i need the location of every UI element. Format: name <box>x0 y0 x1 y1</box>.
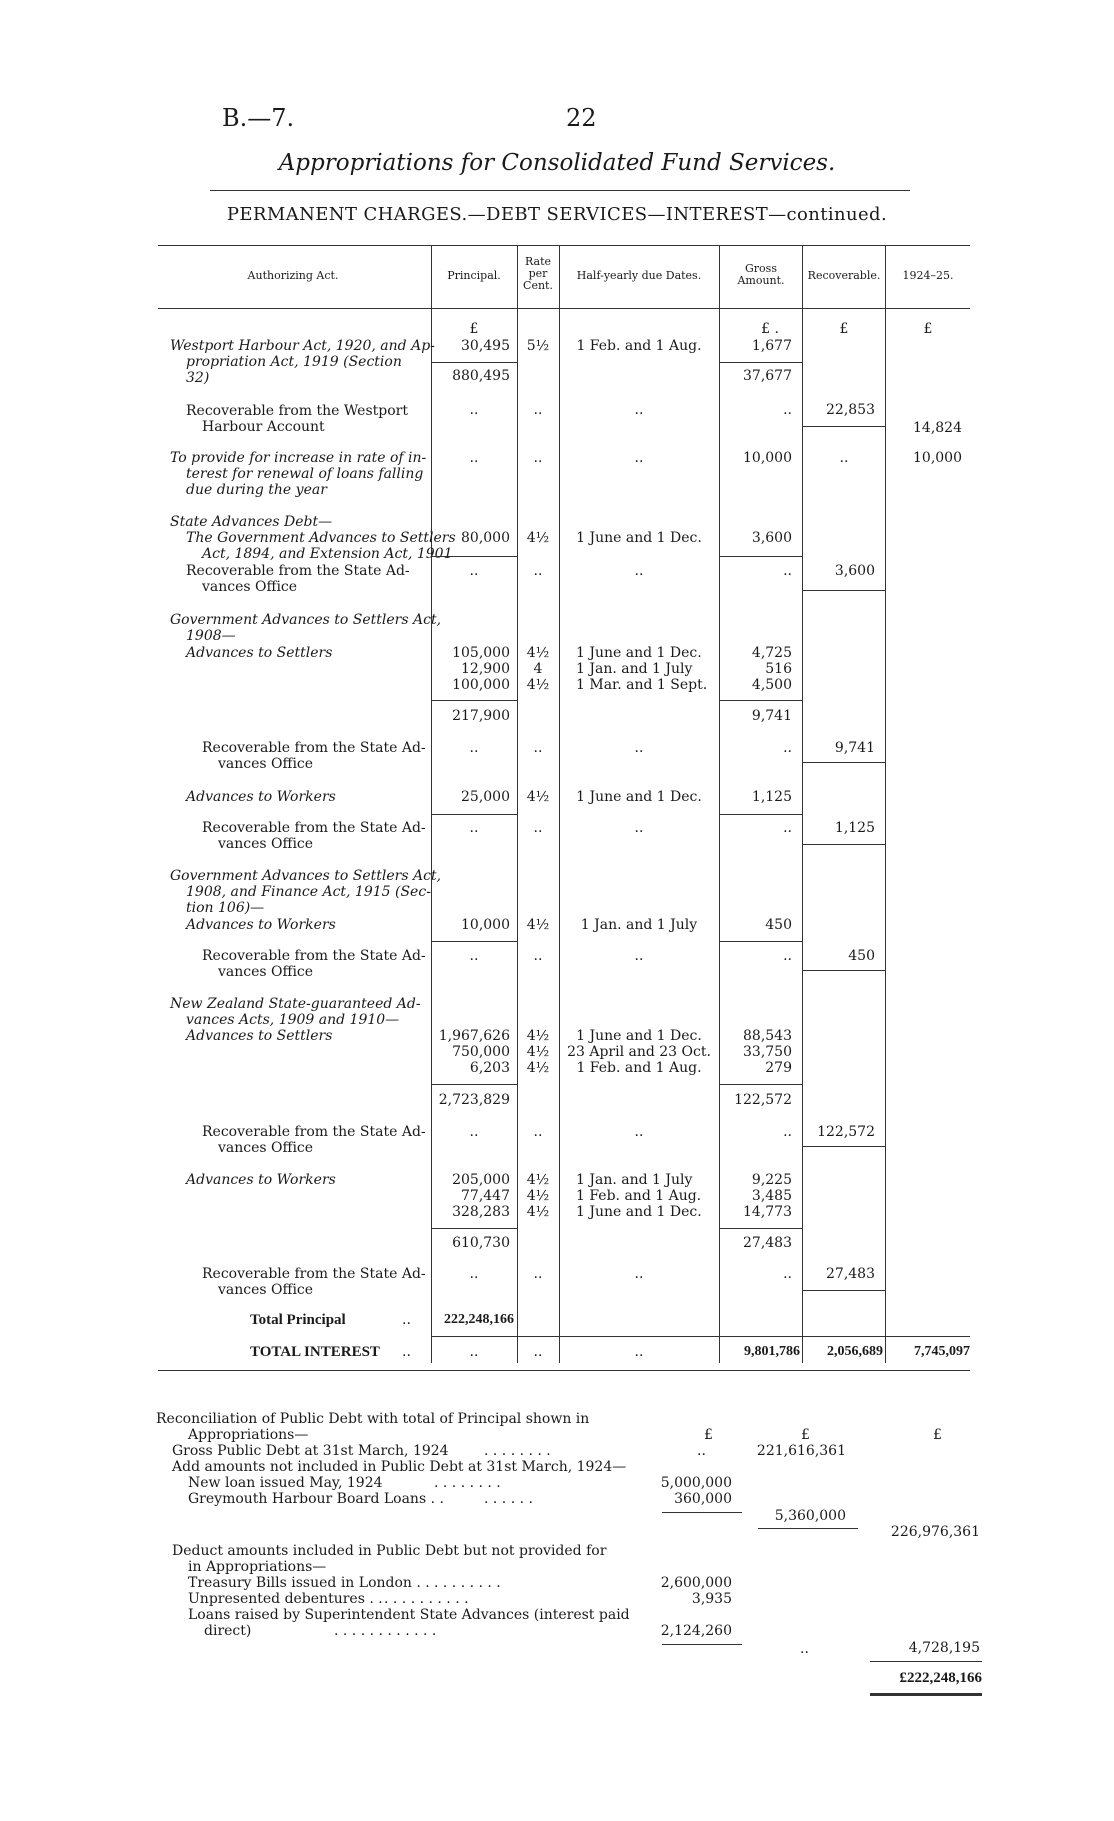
deduct-heading-line2: in Appropriations— <box>188 1559 327 1575</box>
principal-westport: 30,495 <box>461 338 510 354</box>
column-header-dates: Half-yearly due Dates. <box>576 269 702 282</box>
unpresented-debentures-value: 3,935 <box>691 1591 732 1607</box>
principal-nzsg-2: 750,000 <box>452 1044 510 1060</box>
deduct-heading-line1: Deduct amounts included in Public Debt but not provided for <box>172 1543 607 1559</box>
new-loan-value: 5,000,000 <box>660 1475 732 1491</box>
rate-nzsg-workers-3: 4½ <box>526 1204 550 1220</box>
subtotal-rule <box>803 1146 885 1147</box>
dates-westport: 1 Feb. and 1 Aug. <box>576 338 702 354</box>
title-rule <box>210 190 910 191</box>
dots: .. <box>533 820 543 836</box>
act-state-advances-line1: The Government Advances to Settlers <box>186 530 456 546</box>
reconciliation-subtotal: 226,976,361 <box>890 1524 980 1540</box>
leader-dots: . . . . . . . . <box>484 1443 551 1459</box>
unit-year: £ <box>923 321 933 337</box>
gross-nzsg-workers-2: 3,485 <box>751 1188 792 1204</box>
gross-westport-total: 37,677 <box>743 368 792 384</box>
deduct-total: 4,728,195 <box>908 1640 980 1656</box>
principal-gas1908-1: 105,000 <box>452 645 510 661</box>
dots: .. <box>469 820 479 836</box>
subtotal-rule <box>803 590 885 591</box>
subtotal-rule <box>432 700 517 701</box>
column-header-rate: Rate per Cent. <box>523 255 553 292</box>
principal-workers1908: 25,000 <box>461 789 510 805</box>
principal-nzsg-1: 1,967,626 <box>438 1028 510 1044</box>
section-gas-1908-line1: Government Advances to Settlers Act, <box>170 612 442 628</box>
rate-nzsg-2: 4½ <box>526 1044 550 1060</box>
gross-westport: 1,677 <box>751 338 792 354</box>
net-increase: 10,000 <box>913 450 962 466</box>
dots: .. <box>634 563 644 579</box>
unit-principal: £ <box>469 321 479 337</box>
principal-nzsg-workers-3: 328,283 <box>452 1204 510 1220</box>
document-reference: B.—7. <box>222 104 295 132</box>
dots: .. <box>469 402 479 418</box>
subtotal-rule <box>720 362 802 363</box>
dots: .. <box>634 402 644 418</box>
section-gas-1915-line1: Government Advances to Settlers Act, <box>170 868 442 884</box>
recoverable-state-advances: 3,600 <box>834 563 875 579</box>
reconciliation-heading-line1: Reconciliation of Public Debt with total of Principal shown in <box>156 1411 590 1427</box>
dates-state-advances: 1 June and 1 Dec. <box>576 530 702 546</box>
dots: .. <box>800 1641 809 1657</box>
recoverable-nzsg-workers: 27,483 <box>826 1266 875 1282</box>
total-interest-label: TOTAL INTEREST <box>250 1344 380 1360</box>
rate-gas1908-2: 4 <box>533 661 543 677</box>
principal-nzsg-workers-total: 610,730 <box>452 1235 510 1251</box>
gross-nzsg-workers-total: 27,483 <box>743 1235 792 1251</box>
dots: .. <box>783 402 792 418</box>
gross-nzsg-total: 122,572 <box>734 1092 792 1108</box>
greymouth-loans-value: 360,000 <box>674 1491 732 1507</box>
loans-raised-value: 2,124,260 <box>660 1623 732 1639</box>
principal-gas1908-2: 12,900 <box>461 661 510 677</box>
leader-dots: . . . . . . . . <box>434 1575 501 1591</box>
act-westport-recoverable-line1: Recoverable from the Westport <box>186 403 408 419</box>
principal-nzsg-workers-2: 77,447 <box>461 1188 510 1204</box>
reconciliation-unit-3: £ <box>933 1427 942 1443</box>
dates-nzsg-3: 1 Feb. and 1 Aug. <box>576 1060 702 1076</box>
recoverable-nzsg: 122,572 <box>817 1124 875 1140</box>
subtotal-rule <box>803 1290 885 1291</box>
dots: .. <box>469 1124 479 1140</box>
act-gas1915-recoverable-line1: Recoverable from the State Ad- <box>202 948 426 964</box>
column-header-principal: Principal. <box>447 269 501 282</box>
subtotal-rule <box>720 1228 802 1229</box>
sub-advances-to-workers-1908: Advances to Workers <box>186 789 336 805</box>
column-header-year: 1924–25. <box>902 269 954 282</box>
sub-advances-to-workers-1915: Advances to Workers <box>186 917 336 933</box>
act-state-advances-recoverable-line1: Recoverable from the State Ad- <box>186 563 410 579</box>
gross-gas1908-1: 4,725 <box>751 645 792 661</box>
leader-dots: . . . . . . . . . . . . <box>334 1623 437 1639</box>
subtotal-rule <box>432 1336 970 1337</box>
dots: .. <box>469 1266 479 1282</box>
gross-state-advances: 3,600 <box>751 530 792 546</box>
dates-gas1915: 1 Jan. and 1 July <box>580 917 698 933</box>
act-increase-line1: To provide for increase in rate of in- <box>170 450 427 466</box>
total-principal-value: 222,248,166 <box>444 1312 514 1327</box>
gross-public-debt-label: Gross Public Debt at 31st March, 1924 <box>172 1443 449 1459</box>
act-nzsg-recoverable-line2: vances Office <box>218 1140 314 1156</box>
act-increase-line2: terest for renewal of loans falling <box>186 466 424 482</box>
page-number: 22 <box>566 104 597 132</box>
dots: .. <box>469 1344 479 1360</box>
subtotal-rule <box>432 814 517 815</box>
unpresented-debentures-label: Unpresented debentures . . <box>188 1591 383 1607</box>
principal-nzsg-workers-1: 205,000 <box>452 1172 510 1188</box>
recoverable-workers1908: 1,125 <box>834 820 875 836</box>
dots: .. <box>634 1344 644 1360</box>
principal-nzsg-3: 6,203 <box>469 1060 510 1076</box>
total-interest-net: 7,745,097 <box>914 1344 970 1359</box>
dots: .. <box>783 1266 792 1282</box>
act-workers1908-recoverable-line2: vances Office <box>218 836 314 852</box>
principal-nzsg-total: 2,723,829 <box>438 1092 510 1108</box>
dots: .. <box>402 1344 411 1360</box>
dots: .. <box>839 450 849 466</box>
subtotal-rule <box>720 941 802 942</box>
rate-nzsg-workers-2: 4½ <box>526 1188 550 1204</box>
column-header-gross: Gross Amount. <box>737 262 785 287</box>
section-gas-1908-line2: 1908— <box>186 628 236 644</box>
sub-nzsg-advances-to-settlers: Advances to Settlers <box>186 1028 333 1044</box>
subtotal-rule <box>803 762 885 763</box>
dates-nzsg-workers-3: 1 June and 1 Dec. <box>576 1204 702 1220</box>
net-westport: 14,824 <box>913 420 962 436</box>
final-total: £222,248,166 <box>899 1670 982 1686</box>
column-divider-year <box>885 246 886 1363</box>
sub-nzsg-advances-to-workers: Advances to Workers <box>186 1172 336 1188</box>
dots: .. <box>533 1124 543 1140</box>
dots: .. <box>533 563 543 579</box>
rate-nzsg-1: 4½ <box>526 1028 550 1044</box>
gross-nzsg-1: 88,543 <box>743 1028 792 1044</box>
section-nz-state-guaranteed-line2: vances Acts, 1909 and 1910— <box>186 1012 400 1028</box>
subtotal-rule <box>870 1693 982 1696</box>
subtotal-rule <box>662 1644 742 1645</box>
dots: .. <box>533 1266 543 1282</box>
section-nz-state-guaranteed-line1: New Zealand State-guaranteed Ad- <box>170 996 421 1012</box>
act-westport-recoverable-line2: Harbour Account <box>202 419 325 435</box>
add-amounts-total: 5,360,000 <box>774 1508 846 1524</box>
sub-advances-to-settlers: Advances to Settlers <box>186 645 333 661</box>
dots: .. <box>697 1443 706 1459</box>
loans-raised-label-line2: direct) <box>204 1623 252 1639</box>
reconciliation-unit-1: £ <box>704 1427 713 1443</box>
dots: .. <box>783 820 792 836</box>
dots: .. <box>783 740 792 756</box>
subtotal-rule <box>803 426 885 427</box>
subtotal-rule <box>432 941 517 942</box>
subtotal-rule <box>803 844 885 845</box>
act-workers1908-recoverable-line1: Recoverable from the State Ad- <box>202 820 426 836</box>
rate-gas1908-3: 4½ <box>526 677 550 693</box>
rate-nzsg-workers-1: 4½ <box>526 1172 550 1188</box>
total-interest-recoverable: 2,056,689 <box>827 1344 883 1359</box>
principal-gas1908-total: 217,900 <box>452 708 510 724</box>
dots: .. <box>783 1124 792 1140</box>
section-gas-1915-line2: 1908, and Finance Act, 1915 (Sec- <box>186 884 431 900</box>
gross-gas1908-2: 516 <box>765 661 792 677</box>
dots: .. <box>634 820 644 836</box>
act-gas1908-recoverable-line2: vances Office <box>218 756 314 772</box>
act-state-advances-recoverable-line2: vances Office <box>202 579 298 595</box>
rate-state-advances: 4½ <box>526 530 550 546</box>
dots: .. <box>634 1266 644 1282</box>
subtotal-rule <box>720 700 802 701</box>
section-state-advances-debt: State Advances Debt— <box>170 514 333 530</box>
act-gas1915-recoverable-line2: vances Office <box>218 964 314 980</box>
dots: .. <box>402 1312 411 1328</box>
dots: .. <box>634 1124 644 1140</box>
total-principal-label: Total Principal <box>250 1312 346 1328</box>
unit-gross: £ . <box>761 321 779 337</box>
recoverable-gas1915: 450 <box>848 948 875 964</box>
dots: .. <box>533 402 543 418</box>
act-state-advances-line2: Act, 1894, and Extension Act, 1901 <box>202 546 453 562</box>
act-westport-line3: 32) <box>186 370 210 386</box>
subtotal-rule <box>803 970 885 971</box>
loans-raised-label-line1: Loans raised by Superintendent State Advances (interest paid <box>188 1607 630 1623</box>
subtotal-rule <box>432 362 517 363</box>
dots: .. <box>533 948 543 964</box>
act-gas1908-recoverable-line1: Recoverable from the State Ad- <box>202 740 426 756</box>
dots: .. <box>469 450 479 466</box>
act-increase-line3: due during the year <box>186 482 327 498</box>
gross-gas1908-total: 9,741 <box>751 708 792 724</box>
subtotal-rule <box>432 1228 517 1229</box>
dots: .. <box>634 450 644 466</box>
dates-nzsg-1: 1 June and 1 Dec. <box>576 1028 702 1044</box>
gross-nzsg-3: 279 <box>765 1060 792 1076</box>
subtotal-rule <box>758 1528 858 1529</box>
column-header-recoverable: Recoverable. <box>807 269 881 282</box>
rate-workers1908: 4½ <box>526 789 550 805</box>
dots: .. <box>533 1344 543 1360</box>
table-bottom-rule <box>158 1370 970 1371</box>
act-westport-line1: Westport Harbour Act, 1920, and Ap- <box>170 338 435 354</box>
leader-dots: . . . . . . <box>484 1491 533 1507</box>
gross-nzsg-workers-1: 9,225 <box>751 1172 792 1188</box>
principal-gas1908-3: 100,000 <box>452 677 510 693</box>
gross-workers1908: 1,125 <box>751 789 792 805</box>
add-amounts-heading: Add amounts not included in Public Debt at 31st March, 1924— <box>172 1459 627 1475</box>
dates-gas1908-2: 1 Jan. and 1 July <box>576 661 693 677</box>
principal-westport-total: 880,495 <box>452 368 510 384</box>
recoverable-gas1908: 9,741 <box>834 740 875 756</box>
act-westport-line2: propriation Act, 1919 (Section <box>186 354 402 370</box>
subtotal-rule <box>720 1084 802 1085</box>
new-loan-label: New loan issued May, 1924 <box>188 1475 383 1491</box>
gross-nzsg-2: 33,750 <box>743 1044 792 1060</box>
dots: .. <box>783 563 792 579</box>
page-title: Appropriations for Consolidated Fund Services. <box>278 150 836 176</box>
dots: .. <box>469 948 479 964</box>
treasury-bills-value: 2,600,000 <box>660 1575 732 1591</box>
table-header-rule <box>158 308 970 309</box>
subtotal-rule <box>720 814 802 815</box>
subtotal-rule <box>432 556 517 557</box>
dots: .. <box>469 740 479 756</box>
gross-increase: 10,000 <box>743 450 792 466</box>
unit-recoverable: £ <box>839 321 849 337</box>
total-interest-gross: 9,801,786 <box>744 1344 800 1359</box>
column-header-act: Authorizing Act. <box>247 269 339 282</box>
subtotal-rule <box>720 556 802 557</box>
treasury-bills-label: Treasury Bills issued in London . . <box>188 1575 430 1591</box>
act-nzsg-workers-recoverable-line1: Recoverable from the State Ad- <box>202 1266 426 1282</box>
dates-gas1908-1: 1 June and 1 Dec. <box>576 645 702 661</box>
gross-nzsg-workers-3: 14,773 <box>743 1204 792 1220</box>
greymouth-loans-label: Greymouth Harbour Board Loans . . <box>188 1491 444 1507</box>
dots: .. <box>533 740 543 756</box>
gross-gas1915: 450 <box>765 917 792 933</box>
section-subtitle: PERMANENT CHARGES.—DEBT SERVICES—INTEREST—continued. <box>226 204 888 225</box>
dates-nzsg-workers-2: 1 Feb. and 1 Aug. <box>576 1188 702 1204</box>
rate-nzsg-3: 4½ <box>526 1060 550 1076</box>
recoverable-westport: 22,853 <box>826 402 875 418</box>
dates-nzsg-2: 23 April and 23 Oct. <box>567 1044 711 1060</box>
gross-public-debt-value: 221,616,361 <box>756 1443 846 1459</box>
dates-nzsg-workers-1: 1 Jan. and 1 July <box>576 1172 693 1188</box>
act-nzsg-recoverable-line1: Recoverable from the State Ad- <box>202 1124 426 1140</box>
table-top-rule <box>158 245 970 246</box>
dates-gas1908-3: 1 Mar. and 1 Sept. <box>576 677 708 693</box>
dots: .. <box>469 563 479 579</box>
act-nzsg-workers-recoverable-line2: vances Office <box>218 1282 314 1298</box>
subtotal-rule <box>870 1661 982 1662</box>
leader-dots: . . . . . . . . <box>434 1475 501 1491</box>
section-gas-1915-line3: tion 106)— <box>186 900 265 916</box>
subtotal-rule <box>432 1084 517 1085</box>
dates-workers1908: 1 June and 1 Dec. <box>576 789 702 805</box>
gross-gas1908-3: 4,500 <box>751 677 792 693</box>
dots: .. <box>634 740 644 756</box>
leader-dots: . . . . . . . . . . <box>384 1591 469 1607</box>
rate-gas1908-1: 4½ <box>526 645 550 661</box>
reconciliation-unit-2: £ <box>801 1427 810 1443</box>
dots: .. <box>533 450 543 466</box>
rate-gas1915: 4½ <box>526 917 550 933</box>
subtotal-rule <box>662 1512 742 1513</box>
principal-state-advances: 80,000 <box>461 530 510 546</box>
principal-gas1915: 10,000 <box>461 917 510 933</box>
reconciliation-heading-line2: Appropriations— <box>188 1427 309 1443</box>
dots: .. <box>634 948 644 964</box>
dots: .. <box>783 948 792 964</box>
rate-westport: 5½ <box>526 338 550 354</box>
